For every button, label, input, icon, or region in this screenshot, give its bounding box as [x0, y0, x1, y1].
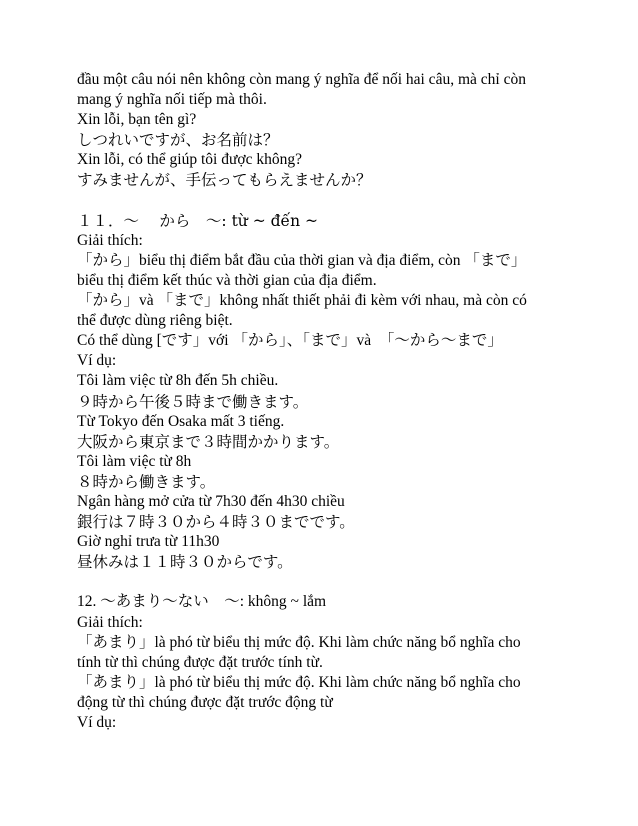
text-line: 「から」biểu thị điểm bắt đầu của thời gian và địa điểm, còn 「まで」	[77, 251, 527, 269]
japanese-line: ８時から働きます。	[77, 472, 216, 491]
text-line: Ngân hàng mở cửa từ 7h30 đến 4h30 chiều	[77, 492, 345, 510]
japanese-line: しつれいですが、お名前は？	[77, 131, 279, 150]
text-line: mang ý nghĩa nối tiếp mà thôi.	[77, 91, 267, 109]
text-line: Giải thích:	[77, 231, 143, 249]
japanese-line: 昼休みは１１時３０からです。	[77, 553, 293, 572]
text-line: Tôi làm việc từ 8h	[77, 452, 192, 470]
text-line: Xin lỗi, bạn tên gì?	[77, 111, 197, 129]
text-line: thể được dùng riêng biệt.	[77, 312, 233, 330]
document-body	[77, 70, 577, 733]
text-line: 「あまり」là phó từ biểu thị mức độ. Khi làm chức năng bổ nghĩa cho	[77, 633, 521, 651]
paragraph-gap	[77, 572, 577, 592]
section-heading-11: １１．～ から ～: từ ~ đến ~	[77, 211, 318, 230]
text-line: Giải thích:	[77, 613, 143, 631]
text-line: tính từ thì chúng được đặt trước tính từ.	[77, 653, 323, 671]
text-line: Ví dụ:	[77, 714, 117, 731]
japanese-line: 銀行は７時３０から４時３０までです。	[77, 513, 355, 532]
text-line: đầu một câu nói nên không còn mang ý nghĩa để nối hai câu, mà chỉ còn	[77, 71, 526, 88]
japanese-line: すみませんが、手伝ってもらえませんか？	[77, 171, 372, 190]
japanese-line: 大阪から東京まで３時間かかります。	[77, 432, 340, 451]
text-line: 「から」và 「まで」không nhất thiết phải đi kèm với nhau, mà còn có	[77, 292, 527, 310]
text-line: Giờ nghỉ trưa từ 11h30	[77, 533, 220, 551]
text-line: biểu thị điểm kết thúc và thời gian của địa điểm.	[77, 271, 377, 289]
text-line: Xin lỗi, có thể giúp tôi được không?	[77, 151, 302, 169]
japanese-line: ９時から午後５時まで働きます。	[77, 392, 309, 411]
text-line: Ví dụ:	[77, 352, 117, 370]
section-heading-12: 12. ～あまり～ない ～: không ~ lắm	[77, 593, 327, 611]
text-line: động từ thì chúng được đặt trước động từ	[77, 693, 333, 711]
text-line: Tôi làm việc từ 8h đến 5h chiều.	[77, 372, 279, 390]
paragraph-gap	[77, 191, 577, 211]
text-line: 「あまり」là phó từ biểu thị mức độ. Khi làm chức năng bổ nghĩa cho	[77, 673, 521, 691]
text-line: Có thể dùng [です」với 「から」、「まで」và 「～から～まで」	[77, 332, 503, 350]
text-line: Từ Tokyo đến Osaka mất 3 tiếng.	[77, 412, 285, 430]
